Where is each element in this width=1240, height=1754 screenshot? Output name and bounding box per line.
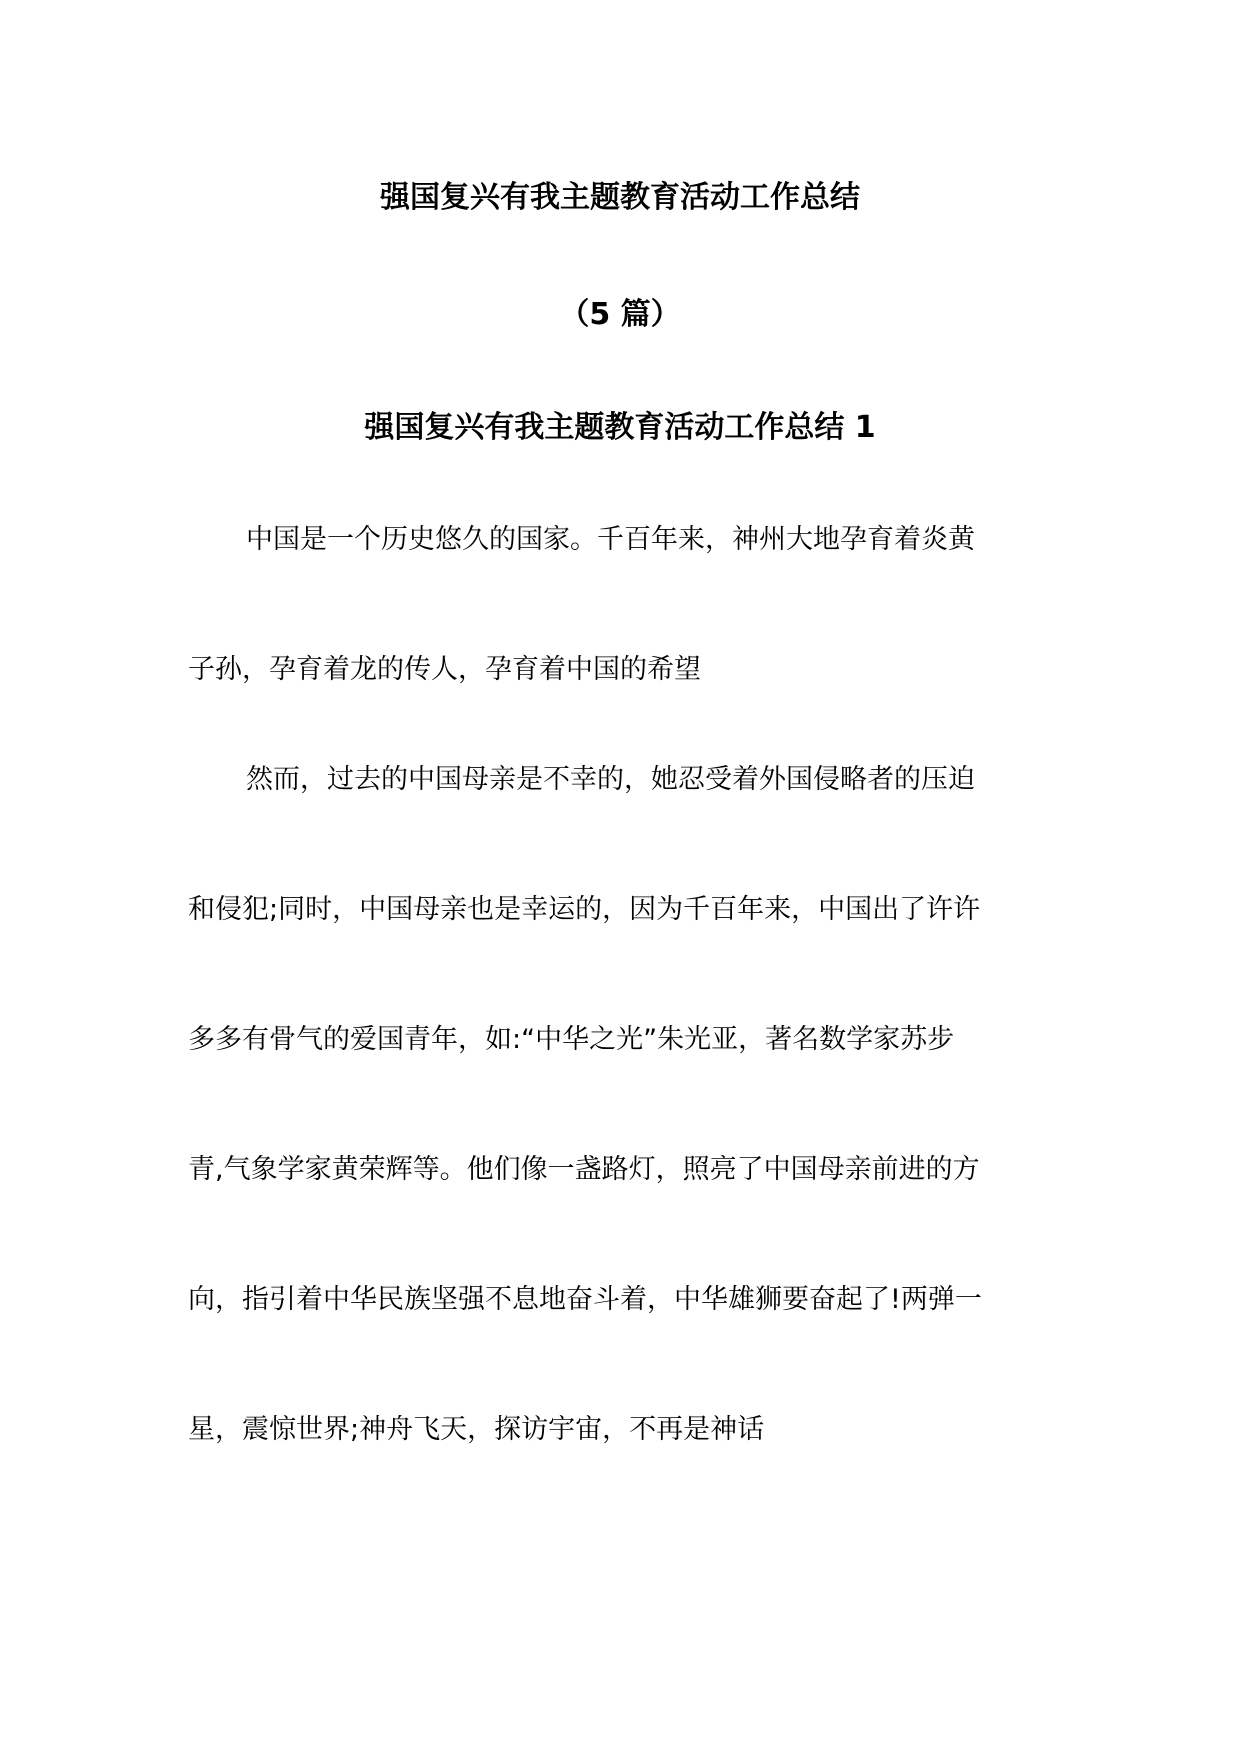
document-count: （5 篇）	[559, 297, 681, 332]
paragraph-line: 向，指引着中华民族坚强不息地奋斗着，中华雄狮要奋起了!两弹一	[188, 1284, 982, 1315]
document-title: 强国复兴有我主题教育活动工作总结	[380, 180, 860, 215]
paragraph-line: 和侵犯;同时，中国母亲也是幸运的，因为千百年来，中国出了许许	[188, 894, 981, 925]
paragraph-line: 中国是一个历史悠久的国家。千百年来，神州大地孕育着炎黄	[246, 524, 975, 555]
paragraph-line: 青,气象学家黄荣辉等。他们像一盏路灯，照亮了中国母亲前进的方	[188, 1154, 980, 1185]
paragraph-line: 多多有骨气的爱国青年，如:“中华之光”朱光亚，著名数学家苏步	[188, 1024, 955, 1055]
paragraph-line: 然而，过去的中国母亲是不幸的，她忍受着外国侵略者的压迫	[246, 764, 975, 795]
section-title: 强国复兴有我主题教育活动工作总结 1	[364, 410, 876, 445]
paragraph-line: 星，震惊世界;神舟飞天，探访宇宙，不再是神话	[188, 1414, 765, 1445]
paragraph-line: 子孙，孕育着龙的传人，孕育着中国的希望	[188, 654, 701, 685]
